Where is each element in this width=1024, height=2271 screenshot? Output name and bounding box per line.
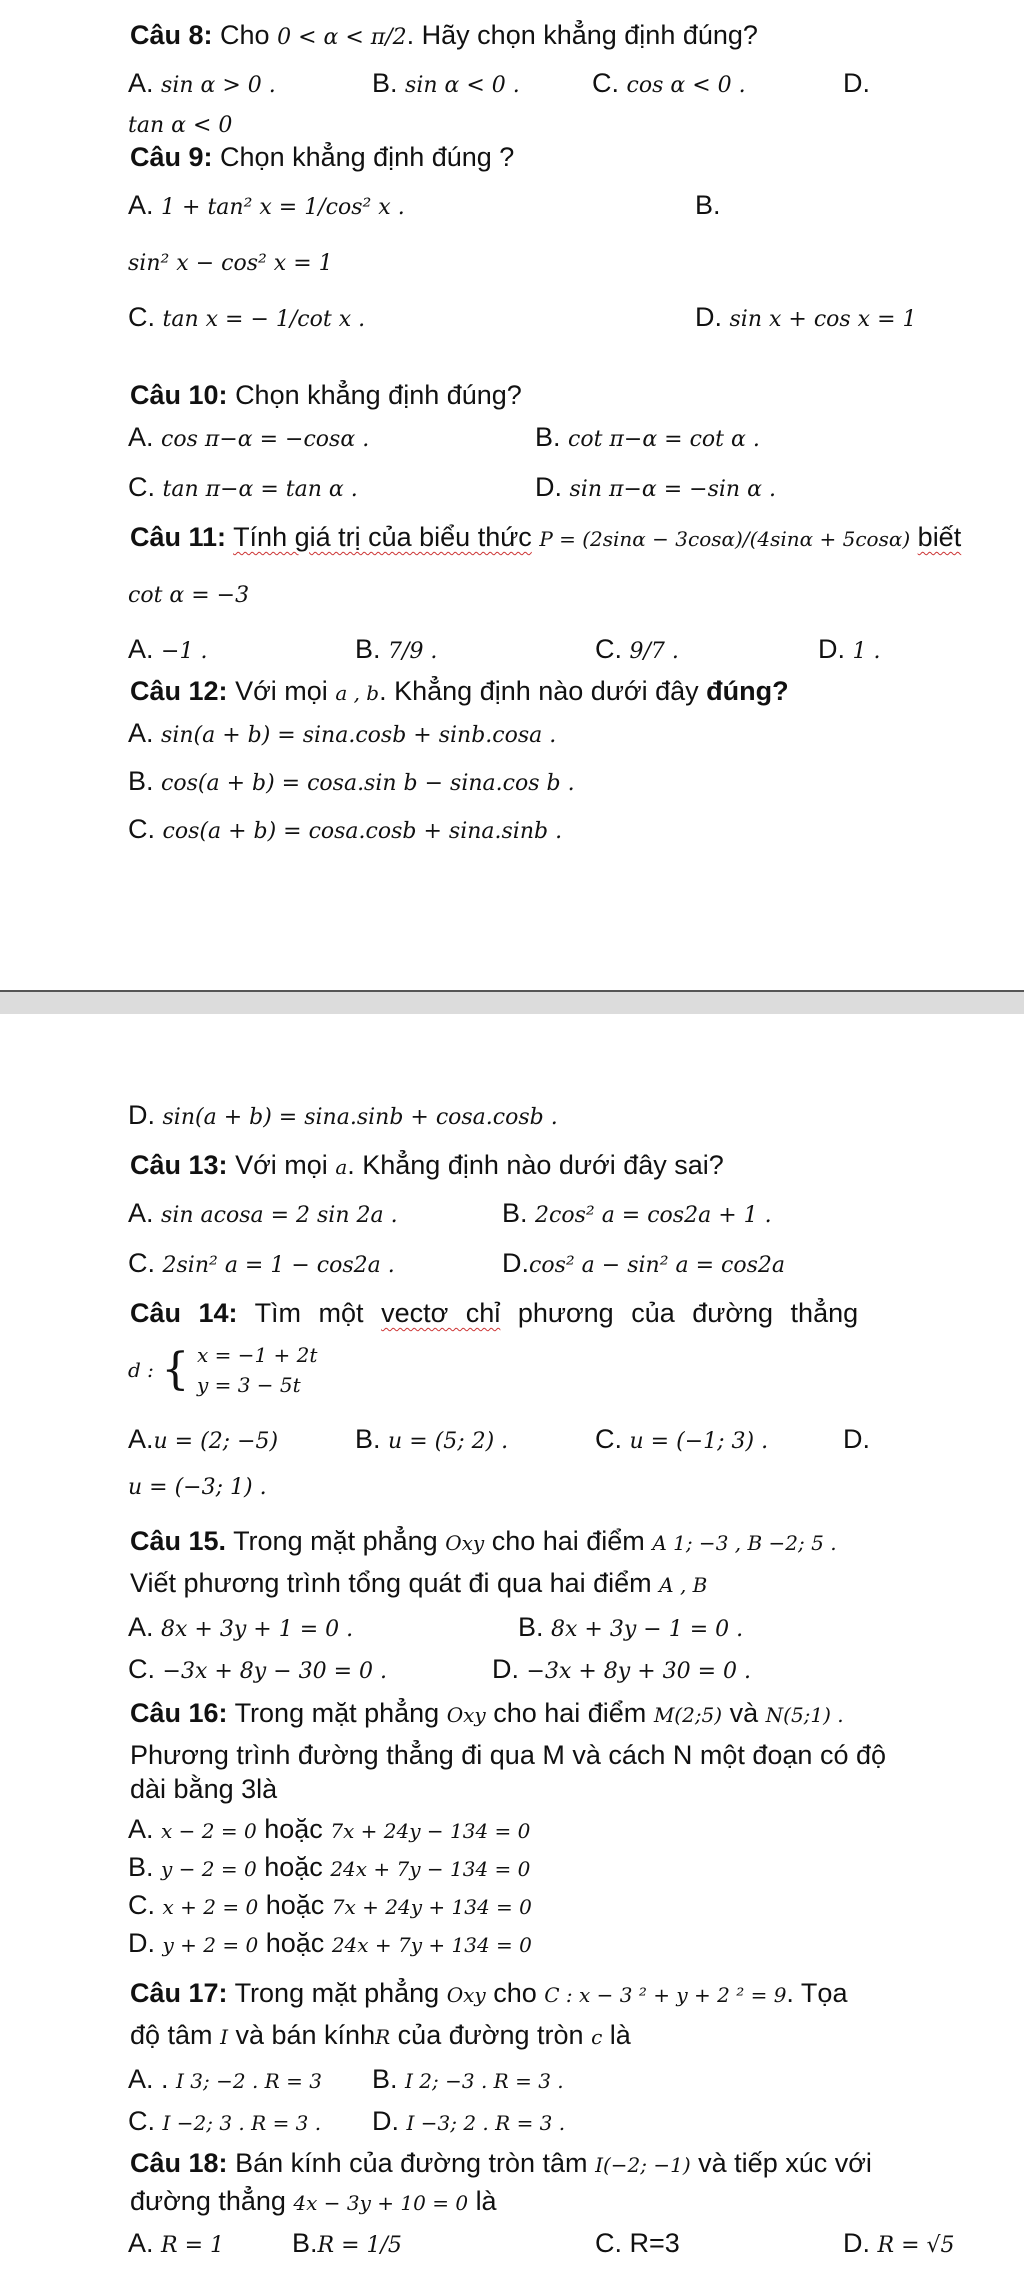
q8-option-b[interactable]: B. sin α < 0 . [372,68,520,98]
q13-label: Câu 13: [130,1150,228,1180]
q16-option-c[interactable]: C. x + 2 = 0 hoặc 7x + 24y + 134 = 0 [128,1890,532,1920]
q9-label: Câu 9: [130,142,213,172]
q10-option-d[interactable]: D. sin π−α = −sin α . [535,472,776,502]
q8-text: Cho [220,20,270,50]
q12-emphasis: đúng? [706,676,789,706]
q17-option-b[interactable]: B. I 2; −3 . R = 3 . [372,2064,564,2094]
q17-option-c[interactable]: C. I −2; 3 . R = 3 . [128,2106,322,2136]
q12-label: Câu 12: [130,676,228,706]
q13-option-b[interactable]: B. 2cos² a = cos2a + 1 . [502,1198,772,1228]
q10-text: Chọn khẳng định đúng? [235,380,522,410]
q8-label: Câu 8: [130,20,213,50]
q9-option-b-math: sin² x − cos² x = 1 [128,251,333,276]
q14-system: d : { x = −1 + 2t y = 3 − 5t [128,1343,318,1397]
q15-option-c[interactable]: C. −3x + 8y − 30 = 0 . [128,1654,388,1684]
q8-option-a[interactable]: A. sin α > 0 . [128,68,276,98]
q15-label: Câu 15. [130,1526,227,1556]
q10-option-a[interactable]: A. cos π−α = −cosα . [128,422,370,452]
q8-option-d[interactable]: D. [843,68,870,98]
q11-text: Tính giá trị của biểu thức [233,522,532,552]
q18-option-d[interactable]: D. R = √5 [843,2228,955,2258]
q11-option-a[interactable]: A. −1 . [128,634,208,664]
q15-option-d[interactable]: D. −3x + 8y + 30 = 0 . [492,1654,752,1684]
question-13: Câu 13: Với mọi a. Khẳng định nào dưới đây sai? [130,1150,724,1180]
q16-line2: Phương trình đường thẳng đi qua M và cách N một đoạn có độ [130,1740,886,1770]
q8-text2: . Hãy chọn khẳng định đúng? [406,20,758,50]
question-12: Câu 12: Với mọi a , b. Khẳng định nào dưới đây đúng? [130,676,789,706]
q11-text2: biết [917,522,962,552]
q10-label: Câu 10: [130,380,228,410]
q9-option-a[interactable]: A. 1 + tan² x = 1/cos² x . [128,190,405,220]
question-8 [130,18,758,55]
q12-option-d[interactable]: D. sin(a + b) = sina.sinb + cosa.cosb . [128,1100,558,1130]
q17-option-a[interactable]: A. . I 3; −2 . R = 3 [128,2064,322,2094]
q11-condition: cot α = −3 [128,583,250,608]
q17-line2: độ tâm I và bán kínhR của đường tròn c là [130,2020,631,2050]
q16-option-b[interactable]: B. y − 2 = 0 hoặc 24x + 7y − 134 = 0 [128,1852,531,1882]
q14-option-d[interactable]: D. [843,1424,870,1454]
q9-option-b[interactable]: B. [695,190,721,220]
q11-option-d[interactable]: D. 1 . [818,634,881,664]
question-17: Câu 17: Trong mặt phẳng Oxy cho C : x − 3 ² + y + 2 ² = 9. Tọa [130,1978,848,2008]
q12-option-b[interactable]: B. cos(a + b) = cosa.sin b − sina.cos b . [128,766,575,796]
q14-option-b[interactable]: B. u = (5; 2) . [355,1424,509,1454]
q15-option-b[interactable]: B. 8x + 3y − 1 = 0 . [518,1612,744,1642]
q12-option-c[interactable]: C. cos(a + b) = cosa.cosb + sina.sinb . [128,814,563,844]
q13-option-c[interactable]: C. 2sin² a = 1 − cos2a . [128,1248,395,1278]
q18-line2: đường thẳng 4x − 3y + 10 = 0 là [130,2186,497,2216]
q15-line2: Viết phương trình tổng quát đi qua hai điểm A , B [130,1568,708,1598]
q16-line3: dài bằng 3là [130,1774,278,1804]
q13-option-d[interactable]: D.cos² a − sin² a = cos2a [502,1248,786,1278]
q11-label: Câu 11: [130,522,227,552]
q16-option-a[interactable]: A. x − 2 = 0 hoặc 7x + 24y − 134 = 0 [128,1814,531,1844]
q11-formula: P = (2sinα − 3cosα)/(4sinα + 5cosα) [539,527,911,551]
q11-option-c[interactable]: C. 9/7 . [595,634,679,664]
question-9 [130,140,514,174]
q11-option-b[interactable]: B. 7/9 . [355,634,438,664]
question-18: Câu 18: Bán kính của đường tròn tâm I(−2; −1) và tiếp xúc với [130,2148,872,2178]
q10-option-c[interactable]: C. tan π−α = tan α . [128,472,358,502]
question-11 [130,520,961,556]
q13-option-a[interactable]: A. sin acosa = 2 sin 2a . [128,1198,398,1228]
q10-option-b[interactable]: B. cot π−α = cot α . [535,422,760,452]
q9-option-d[interactable]: D. sin x + cos x = 1 [695,302,917,332]
q9-text: Chọn khẳng định đúng ? [220,142,515,172]
q12-option-a[interactable]: A. sin(a + b) = sina.cosb + sinb.cosa . [128,718,557,748]
q14-option-c[interactable]: C. u = (−1; 3) . [595,1424,769,1454]
page-break [0,992,1024,1014]
q14-option-a[interactable]: A.u = (2; −5) [128,1424,279,1454]
q8-option-c[interactable]: C. cos α < 0 . [592,68,746,98]
question-16: Câu 16: Trong mặt phẳng Oxy cho hai điểm M(2;5) và N(5;1) . [130,1698,844,1728]
q18-label: Câu 18: [130,2148,228,2178]
question-14: Câu 14: Tìm một vectơ chỉ phương của đường thẳng [130,1298,859,1328]
q15-option-a[interactable]: A. 8x + 3y + 1 = 0 . [128,1612,354,1642]
q8-math: 0 < α < π/2 [277,25,407,50]
q14-option-d-math: u = (−3; 1) . [128,1475,267,1500]
q16-option-d[interactable]: D. y + 2 = 0 hoặc 24x + 7y + 134 = 0 [128,1928,532,1958]
q8-option-d-math: tan α < 0 [128,113,233,138]
q17-option-d[interactable]: D. I −3; 2 . R = 3 . [372,2106,566,2136]
q18-option-b[interactable]: B.R = 1/5 [292,2228,402,2258]
q14-label: Câu 14: [130,1298,238,1328]
question-10 [130,378,522,412]
q16-label: Câu 16: [130,1698,228,1728]
question-15: Câu 15. Trong mặt phẳng Oxy cho hai điểm A 1; −3 , B −2; 5 . [130,1526,837,1556]
q18-option-c[interactable]: C. R=3 [595,2228,680,2258]
q9-option-c[interactable]: C. tan x = − 1/cot x . [128,302,366,332]
q18-option-a[interactable]: A. R = 1 [128,2228,225,2258]
q17-label: Câu 17: [130,1978,228,2008]
